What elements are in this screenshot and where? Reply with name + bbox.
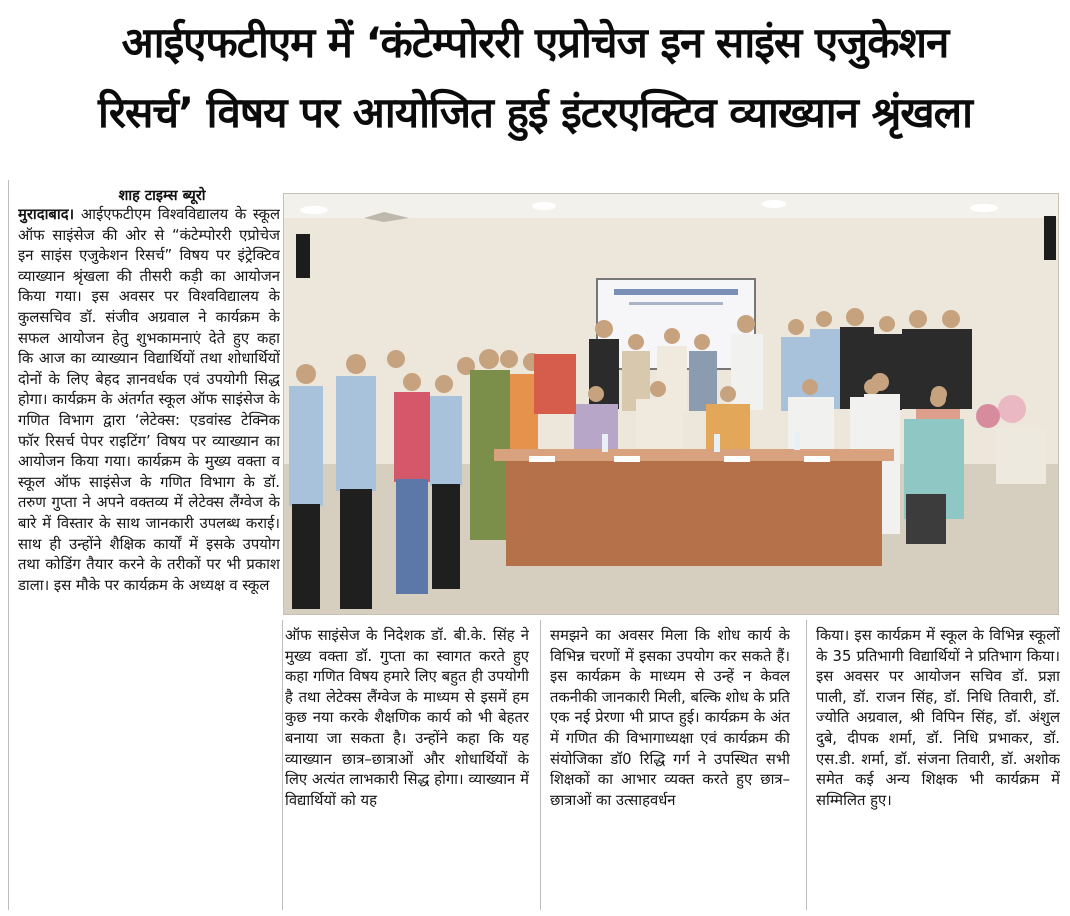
article-column-2 bbox=[285, 626, 529, 906]
column-rule bbox=[8, 180, 9, 910]
ceiling bbox=[284, 194, 1058, 218]
side-table bbox=[996, 429, 1046, 484]
screen-slide-line bbox=[629, 302, 723, 305]
headline-line-2: रिसर्च’ विषय पर आयोजित हुई इंटरएक्टिव व्याख्यान श्रृंखला bbox=[97, 88, 973, 137]
name-plate bbox=[804, 456, 830, 462]
dateline: मुरादाबाद। bbox=[18, 206, 75, 223]
column-rule bbox=[806, 620, 807, 910]
water-bottle bbox=[794, 432, 800, 450]
article-column-1-text: आईएफटीएम विश्वविद्यालय के स्कूल ऑफ साइंसेज की ओर से “कंटेम्पोररी एप्रोचेज इन साइंस एजुकेशन रिसर्च” विषय पर इंट्रेक्टिव व्याख्यान श्रृंखला की तीसरी कड़ी का आयोजन किया गया। इस अवसर पर विश्वविद्यालय के कुलसचिव डॉ. संजीव अग्रवाल ने कार्यक्रम के सफल आयोजन हेतु शुभकामनाएं देते हुए कहा कि आज का व्याख्यान विद्यार्थियों तथा शोधार्थियों दोनों के लिए बेहद ज्ञानवर्धक एवं उपयोगी सिद्ध होगा। कार्यक्रम के अंतर्गत स्कूल ऑफ साइंसेज के गणित विभाग द्वारा ‘लेटेक्स: एडवांस्ड टेक्निक फॉर रिसर्च पेपर राइटिंग’ विषय पर व्याख्यान का आयोजन किया गया। कार्यक्रम के मुख्य वक्ता व स्कूल ऑफ साइंसेज के गणित विभाग के डॉ. तरुण गुप्ता ने अपने वक्तव्य में लेटेक्स लैंग्वेज के बारे में विस्तार के साथ जानकारी उपलब्ध कराई। साथ ही उन्होंने शैक्षिक कार्यों में इसके उपयोग तथा कोडिंग तैयार करने के तरीकों पर भी प्रकाश डाला। इस मौके पर कार्यक्रम के अध्यक्ष व स्कूल bbox=[18, 206, 280, 594]
flower-bouquet bbox=[976, 404, 1000, 428]
speaker bbox=[1044, 216, 1056, 260]
water-bottle bbox=[714, 434, 720, 452]
name-plate bbox=[724, 456, 750, 462]
column-rule bbox=[540, 620, 541, 910]
article-column-4-text: किया। इस कार्यक्रम में स्कूल के विभिन्न स्कूलों के 35 प्रतिभागी विद्यार्थियों ने प्रतिभाग किया। इस अवसर पर आयोजन सचिव डॉ. प्रज्ञा पाली, डॉ. राजन सिंह, डॉ. निधि तिवारी, डॉ. ज्योति अग्रवाल, श्री विपिन सिंह, डॉ. अंशुल दुबे, दीपक शर्मा, डॉ. निधि प्रभाकर, डॉ. एस.डी. शर्मा, डॉ. संजना तिवारी, डॉ. अशोक समेत कई अन्य शिक्षक भी कार्यक्रम में सम्मिलित हुए। bbox=[816, 627, 1060, 809]
article-column-3-text: समझने का अवसर मिला कि शोध कार्य के विभिन्न चरणों में इसका उपयोग कर सकते हैं। इस कार्यक्रम के माध्यम से उन्हें न केवल तकनीकी जानकारी मिली, बल्कि शोध के प्रति एक नई प्रेरणा भी प्राप्त हुई। कार्यक्रम के अंत में गणित की विभागाध्यक्षा एवं कार्यक्रम की संयोजिका डॉ0 रिद्धि गर्ग ने उपस्थित सभी शिक्षकों का आभार व्यक्त करते हुए छात्र–छात्राओं का उत्साहवर्धन bbox=[550, 627, 790, 809]
ceiling-light bbox=[762, 200, 786, 208]
screen-slide-title bbox=[614, 289, 738, 295]
column-rule bbox=[282, 620, 283, 910]
table-front bbox=[506, 461, 882, 566]
ceiling-light bbox=[970, 204, 998, 212]
headline-line-1: आईएफटीएम में ‘कंटेम्पोररी एप्रोचेज इन साइंस एजुकेशन bbox=[121, 18, 949, 67]
name-plate bbox=[529, 456, 555, 462]
article-column-1 bbox=[18, 205, 280, 905]
ceiling-light bbox=[532, 202, 556, 210]
flower-bouquet bbox=[998, 395, 1026, 423]
article-column-3 bbox=[550, 626, 790, 906]
speaker bbox=[296, 234, 310, 278]
byline: शाह टाइम्स ब्यूरो bbox=[118, 188, 206, 204]
water-bottle bbox=[602, 434, 608, 452]
ceiling-light bbox=[300, 206, 328, 214]
article-column-4 bbox=[816, 626, 1060, 906]
event-photo bbox=[283, 193, 1059, 615]
name-plate bbox=[614, 456, 640, 462]
headline bbox=[0, 8, 1070, 148]
group-photo-illustration bbox=[284, 194, 1058, 614]
article-column-2-text: ऑफ साइंसेज के निदेशक डॉ. बी.के. सिंह ने मुख्य वक्ता डॉ. गुप्ता का स्वागत करते हुए कहा गणित विषय हमारे लिए बहुत ही उपयोगी है तथा लेटेक्स लैंग्वेज के माध्यम से इसमें हम कुछ नया करके शैक्षणिक कार्य को भी बेहतर बनाया जा सकता है। उन्होंने कहा कि यह व्याख्यान छात्र–छात्राओं और शोधार्थियों के लिए अत्यंत लाभकारी सिद्ध होगा। व्याख्यान में विद्यार्थियों को यह bbox=[285, 627, 529, 809]
